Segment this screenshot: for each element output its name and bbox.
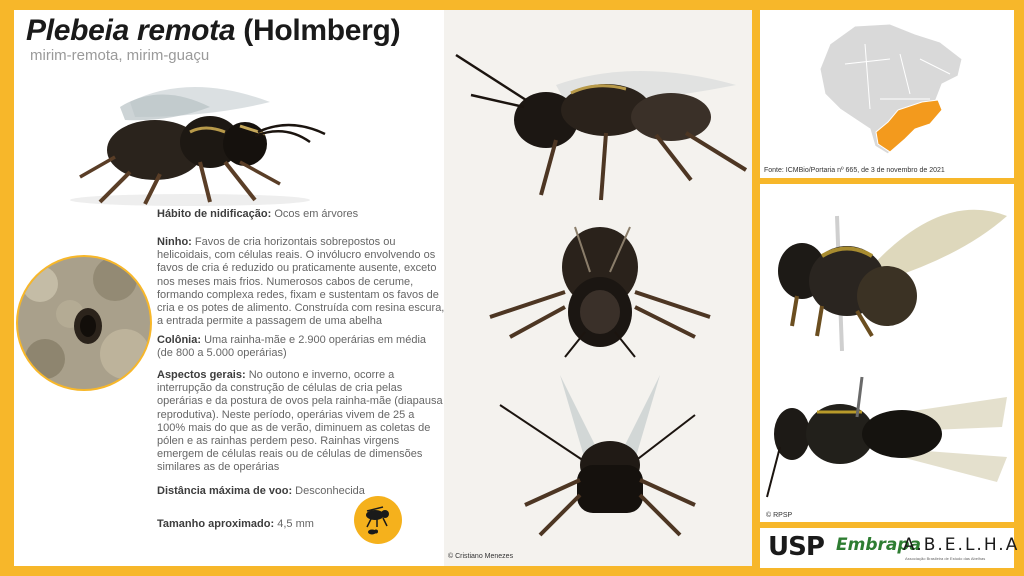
brazil-distribution-map [810,14,970,164]
gallery-credit: © Cristiano Menezes [448,553,514,560]
pinned-specimen-lateral-photo [762,186,1012,351]
colony-text: Uma rainha-mãe e 2.900 operárias em média (de 800 a 5.000 operárias) [157,334,427,360]
colony-section [157,334,427,360]
usp-logo: USP [768,532,824,562]
embrapa-logo: Embrapa [836,535,921,555]
species-title [26,14,400,48]
top-border [0,0,760,10]
size-text: 4,5 mm [277,518,314,530]
nidification-text: Ocos em árvores [274,208,359,220]
bee-side-illustration [40,62,340,212]
nest-label: Ninho: [157,236,192,248]
author-name: (Holmberg) [243,14,401,47]
colony-label: Colônia: [157,334,201,346]
map-source-credit: Fonte: ICMBio/Portaria nº 665, de 3 de novembro de 2021 [764,167,945,174]
nest-section [157,236,445,328]
common-names: mirim-remota, mirim-guaçu [30,47,210,64]
bee-dorsal-photo [495,365,725,545]
nidification-section [157,208,447,221]
size-section [157,518,357,531]
general-text: No outono e inverno, ocorre a interrupção da construção de células de cria pelas operárias e da postura de ovos pela rainha-mãe (diapausa reprodutiva). Neste período, operárias vivem de 25 a 100% mais do que as de verão, diminuem as coletas de pólen e as rainhas perdem peso. Rainhas virgens emergem de células reais ou de células de dimensões similares as de operárias [157,369,443,474]
left-border [0,0,14,576]
flight-text: Desconhecida [295,485,365,497]
flight-label: Distância máxima de voo: [157,485,293,497]
general-section [157,369,445,475]
pinned-specimen-dorsal-photo [762,372,1012,507]
scientific-name: Plebeia remota [26,14,236,47]
abelha-logo-subtitle: Associação Brasileira de Estudo das Abelhas [905,556,986,561]
size-label: Tamanho aproximado: [157,518,275,530]
nest-entrance-photo [15,254,153,392]
bee-lateral-photo [446,45,751,210]
bottom-border [0,566,760,576]
bee-frontal-photo [470,212,730,362]
nidification-label: Hábito de nidificação: [157,208,272,220]
photos-credit: © RPSP [766,512,793,519]
abelha-logo: A.B.E.L.H.A [903,535,1020,555]
nest-text: Favos de cria horizontais sobrepostos ou helicoidais, com células reais. O invólucro envolvendo os favos de cria é reduzido ou praticamente ausente, exceto nos meses mais frios. Numerosos cabos de cerume, formando complexa redes, fixam e sustentam os favos de cria e os potes de alimento. Construída com resina escura, a entrada permite a passagem de uma abelha [157,236,445,328]
size-badge-icon [353,495,403,545]
general-label: Aspectos gerais: [157,369,246,381]
